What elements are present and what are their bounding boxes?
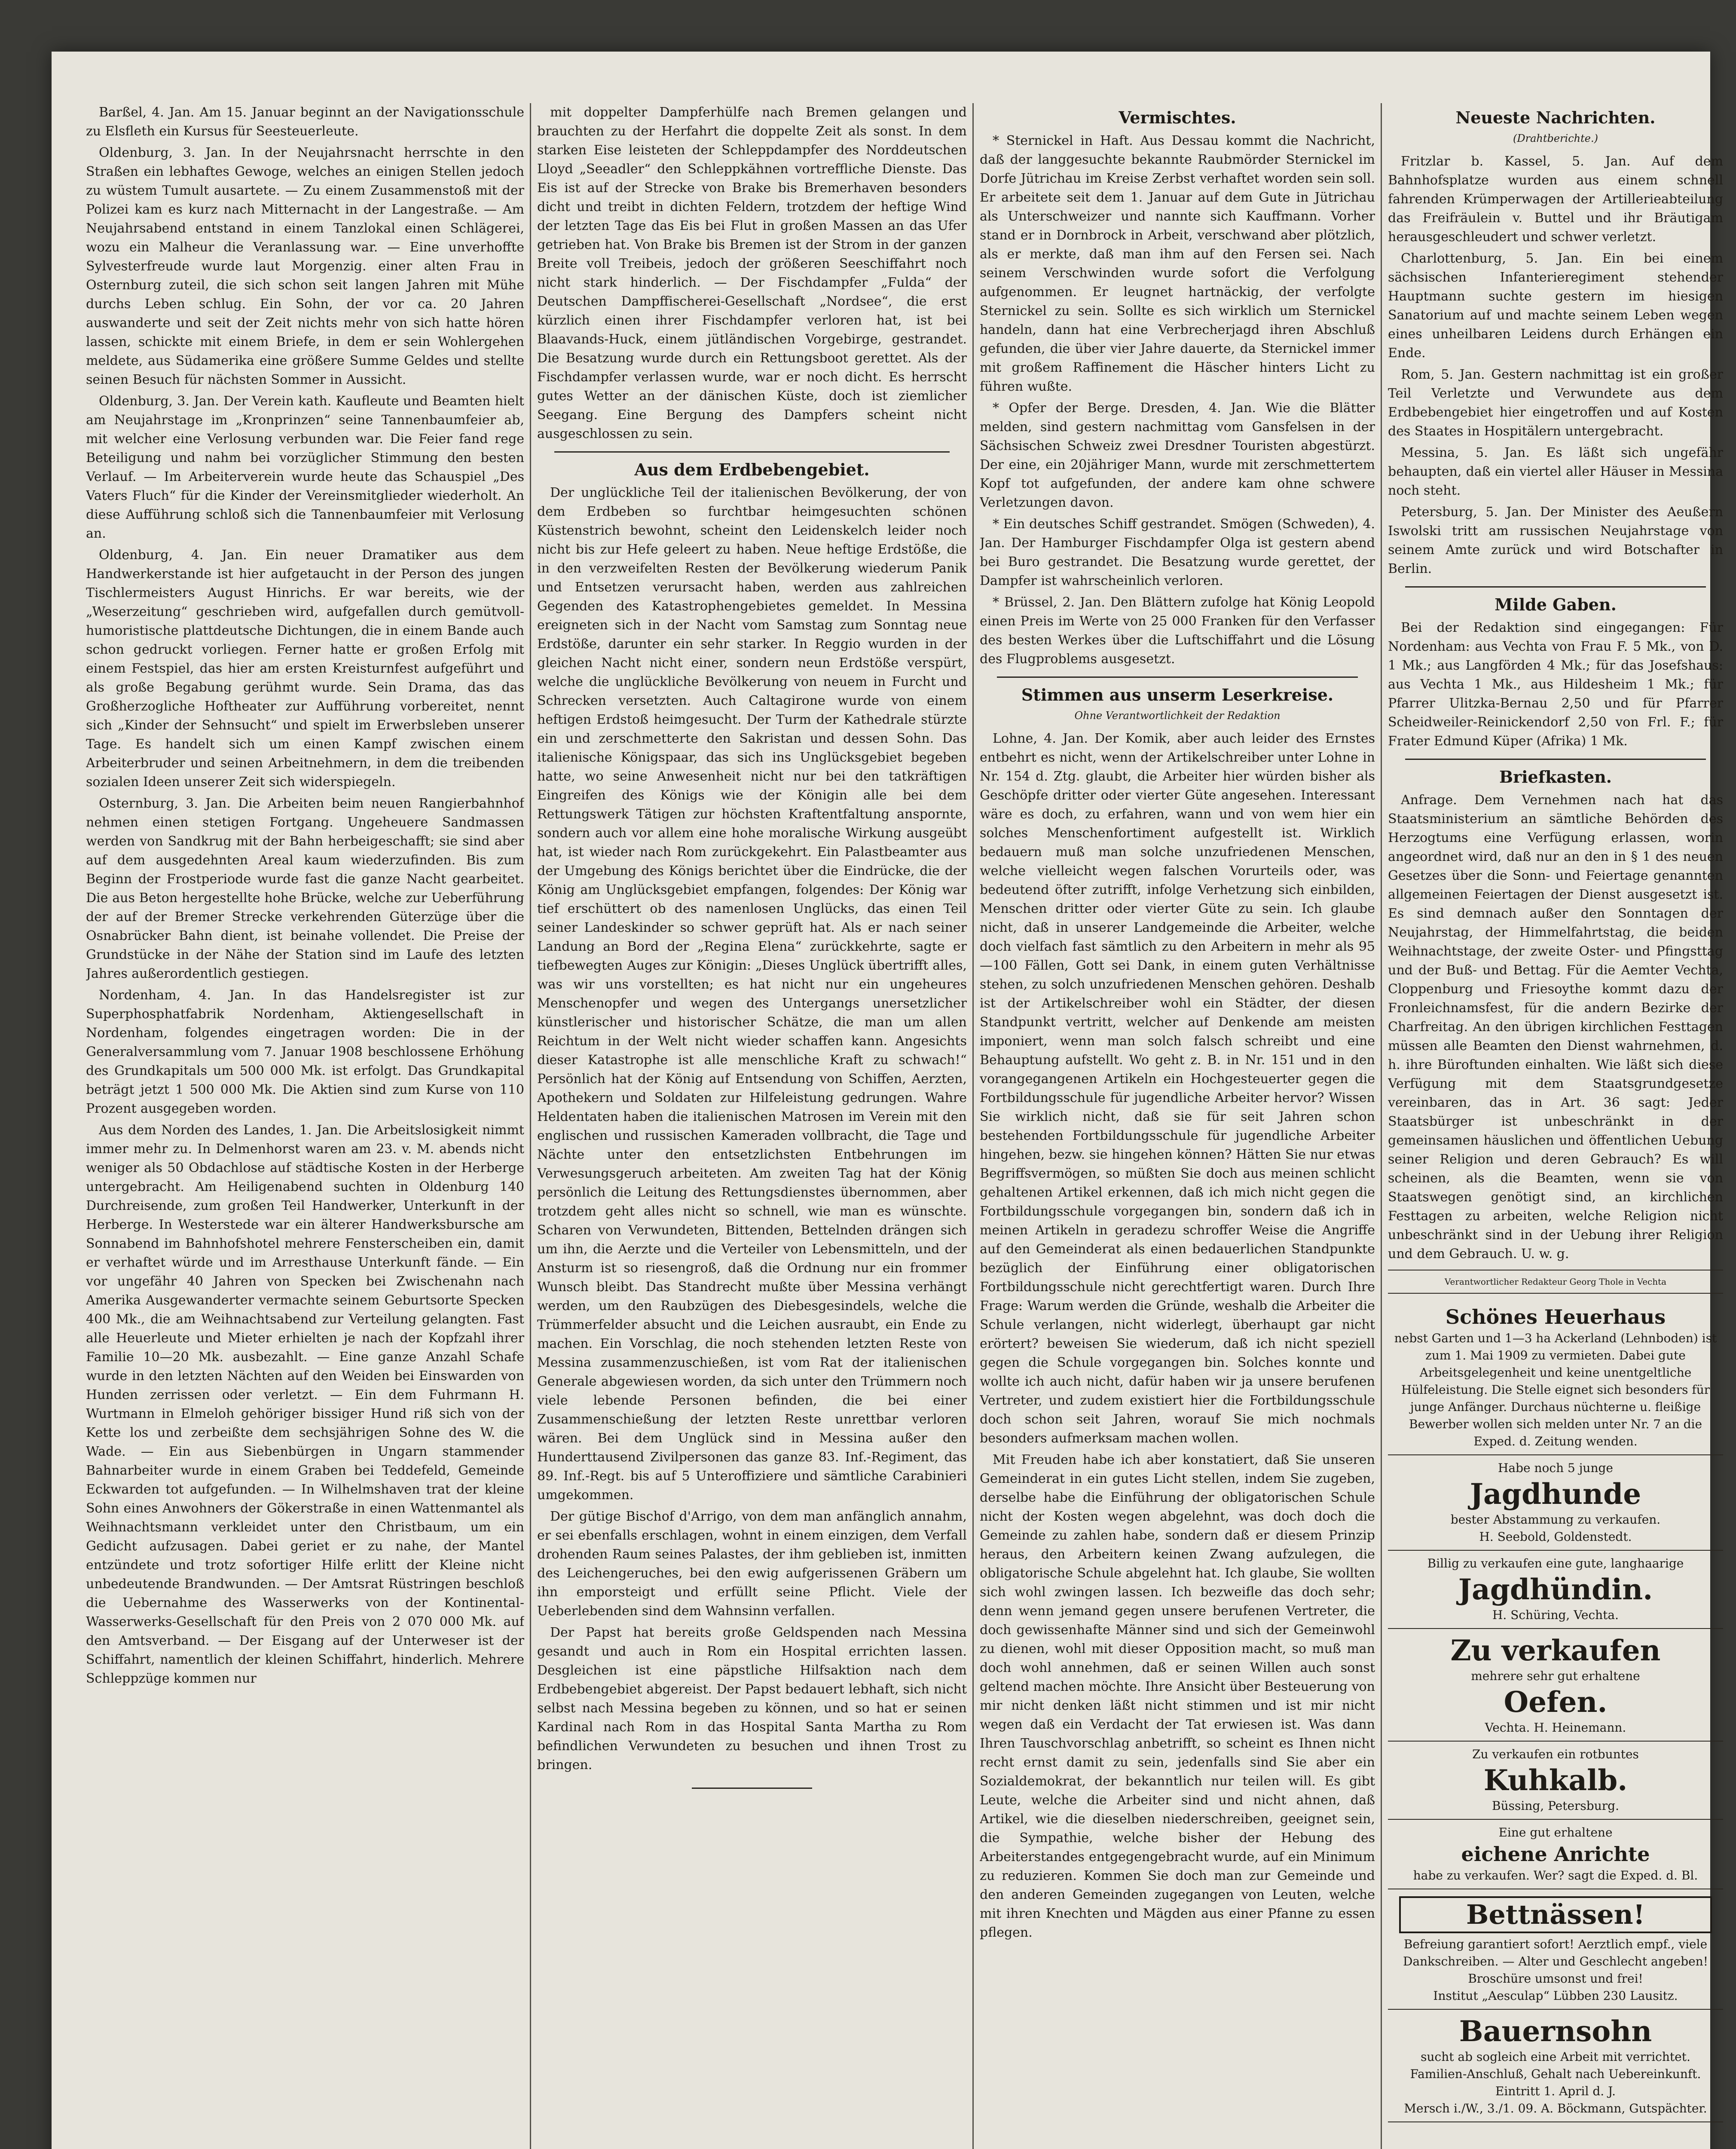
ad-body: bester Abstammung zu verkaufen. <box>1450 1512 1661 1527</box>
newspaper-page <box>52 52 1723 2149</box>
article-oldenburg-verein: Oldenburg, 3. Jan. Der Verein kath. Kaufleute und Beamten hielt am Neujahrstage im „Kronprinzen“ seine Tannenbaumfeier ab, mit welcher eine Verlosung verbunden war. Die Feier fand rege Beteiligung und nahm bei vorzüglicher Stimmung den besten Verlauf. — Im Arbeiterverein wurde heute das Schauspiel „Des Vaters Fluch“ für die Kinder der Vereinsmitglieder wiederholt. An diese Aufführung schloß sich die Tannenbaumfeier mit Verlosung an. <box>86 394 524 541</box>
ad-body: mehrere sehr gut erhaltene <box>1471 1669 1640 1683</box>
ad-title: Schönes Heuerhaus <box>1445 1305 1666 1329</box>
column-rule <box>1381 103 1382 2149</box>
news-charlottenburg: Charlottenburg, 5. Jan. Ein bei einem sächsischen Infanterieregiment stehender Hauptmann suchte gestern im hiesigen Sanatorium auf und machte seinem Leben wegen eines unheilbaren Leidens durch Erhängen ein Ende. <box>1388 251 1723 361</box>
column-rule <box>530 103 531 2149</box>
ad-jagdhuendin <box>1388 1551 1723 1629</box>
article-bischof: Der gütige Bischof d'Arrigo, von dem man anfänglich annahm, er sei ebenfalls erschlagen, wohnt in einem einzigen, dem Verfall drohenden Raum seines Palastes, der ihm geblieben ist, inmitten des Leichengeruches, bei den ewig aufgerissenen Gräbern um ihn emporsteigt und erfüllt seine Pflicht. Viele der Ueberlebenden sind dem Wahnsinn verfallen. <box>537 1509 967 1619</box>
article-briefkasten: Anfrage. Dem Vernehmen nach hat das Staatsministerium an sämtliche Behörden des Herzogtums eine Verfügung erlassen, worin angeordnet wird, daß nur an den in § 1 des neuen Gesetzes über die Sonn- und Feiertage genannten allgemeinen Feiertagen der Dienst ausgesetzt ist. Es sind demnach außer den Sonntagen der Neujahrstag, der Himmelfahrtstag, die beiden Weihnachtstage, der zweite Oster- und Pfingsttag und der Buß- und Bettag. Für die Aemter Vechta, Cloppenburg und Friesoythe kommt dazu der Fronleichnamsfest, für die andern Bezirke der Charfreitag. An den übrigen kirchlichen Festtagen müssen alle Beamten den Dienst wahrnehmen, d. h. ihre Büroftunden einhalten. Wie läßt sich diese Verfügung mit dem Staatsgrundgesetze vereinbaren, das in Art. 36 sagt: Jeder Staatsbürger ist unbeschränkt in der gemeinsamen häuslichen und öffentlichen Uebung seiner Religion und deren Gebrauch? Es will scheinen, als die Beamten, wenn sie von Staatswegen genötigt sind, an kirchlichen Festtagen zu arbeiten, welche Religion nicht unbeschränkt sind in der Uebung ihrer Religion und dem Gebrauch. U. w. g. <box>1388 793 1723 1261</box>
end-divider <box>692 1788 812 1789</box>
section-heading-milde-gaben: Milde Gaben. <box>1495 595 1617 614</box>
news-petersburg: Petersburg, 5. Jan. Der Minister des Aeußern Iswolski tritt am russischen Neujahrstage von seinem Amte zurück und wird Botschafter in Berlin. <box>1388 505 1723 576</box>
ad-pre: Habe noch 5 junge <box>1498 1461 1613 1475</box>
article-milde-gaben: Bei der Redaktion sind eingegangen: Für Nordenham: aus Vechta von Frau F. 5 Mk., von D. 1 Mk.; aus Langförden 4 Mk.; für das Josefshaus: aus Vechta 1 Mk., aus Hildesheim 1 Mk.; für Pfarrer Ulitzka-Bernau 2,50 und für Pfarrer Scheidweiler-Reinickendorf 2,50 von Frl. F.; für Frater Edmund Küper (Afrika) 1 Mk. <box>1388 620 1723 749</box>
section-subheading: Ohne Verantwortlichkeit der Redaktion <box>1074 710 1281 722</box>
ad-body: sucht ab sogleich eine Arbeit mit verrichtet. Familien-Anschluß, Gehalt nach Uebereinkunft. Eintritt 1. April d. J. <box>1410 2050 1701 2098</box>
ad-sign: Institut „Aesculap“ Lübben 230 Lausitz. <box>1433 1989 1678 2003</box>
article-schiff-gestrandet: * Ein deutsches Schiff gestrandet. Smögen (Schweden), 4. Jan. Der Hamburger Fischdampfer Olga ist gestern abend bei Buro gestrandet. Die Besatzung wurde gerettet, der Dampfer ist wahrscheinlich verloren. <box>980 517 1375 588</box>
ad-heuerhaus <box>1388 1300 1723 1455</box>
section-heading-neueste: Neueste Nachrichten. <box>1455 108 1656 127</box>
ad-bauernsohn <box>1388 2010 1723 2122</box>
article-lohne: Lohne, 4. Jan. Der Komik, aber auch leider des Ernstes entbehrt es nicht, wenn der Artikelschreiber unter Lohne in Nr. 154 d. Ztg. glaubt, die Arbeiter hier würden bisher als Geschöpfe dritter oder vierter Güte angesehen. Interessant wäre es doch, zu erfahren, wann und von wem hier ein solches Menschenfortiment aufgestellt ist. Wirklich bedauern muß man solche unzufriedenen Menschen, welche vielleicht wegen falschen Vorurteils oder, was bedeutend öfter zutrifft, infolge Verhetzung sich einbilden, Menschen dritter oder vierter Güte zu sein. Ich glaube nicht, daß in unserer Landgemeinde die Arbeiter, welche doch vielfach fast sämtlich zu den Arbeitern in mehr als 95—100 Fällen, Gott sei Dank, in einem guten Verhältnisse stehen, zu solch unzufriedenen Menschen gehören. Deshalb ist der Artikelschreiber wohl ein Städter, der diesen Standpunkt vertritt, welcher auf Denkende am meisten imponiert, wenn man solch falsch schreibt und eine Behauptung aufstellt. Wo geht z. B. in Nr. 151 und in den vorangegangenen Artikeln ein Hochgesteuerter gegen die Fortbildungsschule für jugendliche Arbeiter hervor? Wissen Sie wirklich nicht, daß sie für seit Jahren schon bestehenden Fortbildungsschule für jugendliche Arbeiter hingehen, bezw. sie hingehen können? Hätten Sie nur etwas Begriffsvermögen, so müßten Sie doch aus meinen schlicht gehaltenen Artikel erkennen, daß ich mich nicht gegen die Fortbildungsschule vorgegangen bin, sondern daß ich in meinen Artikeln in geradezu schroffer Weise die Angriffe auf den Gemeinderat als einen bedauerlichen Standpunkte bezüglich der Einführung einer obligatorischen Fortbildungsschule nicht gerechtfertigt waren. Durch Ihre Frage: Warum werden die Gründe, weshalb die Arbeiter die Schule verlangen, nicht widerlegt, überhaupt gar nicht erörtert? beweisen Sie wiederum, daß ich nicht speziell gegen die Schule vorgegangen bin. Solches konnte und wollte ich auch nicht, dafür haben wir ja unsere berufenen Vertreter, und zudem existiert hier die Fortbildungsschule doch schon seit Jahren, worauf Sie mich nochmals besonders aufmerksam machen wollen. <box>980 731 1375 1446</box>
editor-line: Verantwortlicher Redakteur Georg Thole in Vechta <box>1388 1270 1723 1294</box>
column-3 <box>980 103 1375 2149</box>
divider <box>554 451 950 453</box>
article-nordenham: Nordenham, 4. Jan. In das Handelsregister ist zur Superphosphatfabrik Nordenham, Aktiengesellschaft in Nordenham, folgendes eingetragen worden: Die in der Generalversammlung vom 7. Januar 1908 beschlossene Erhöhung des Grundkapitals um 500 000 Mk. ist erfolgt. Das Grundkapital beträgt jetzt 1 500 000 Mk. Die Aktien sind zum Kurse von 110 Prozent ausgegeben worden. <box>86 988 524 1116</box>
article-barssel: Barßel, 4. Jan. Am 15. Januar beginnt an der Navigationsschule zu Elsfleth ein Kursus für Seesteuerleute. <box>86 105 524 139</box>
ad-title: Jagdhündin. <box>1458 1573 1653 1606</box>
section-heading-erdbeben: Aus dem Erdbebengebiet. <box>634 460 870 479</box>
ad-pre: Eine gut erhaltene <box>1498 1825 1613 1840</box>
ad-title-2: Oefen. <box>1504 1685 1608 1719</box>
article-oldenburg-dramatiker: Oldenburg, 4. Jan. Ein neuer Dramatiker aus dem Handwerkerstande ist hier aufgetaucht in der Person des jungen Tischlermeisters August Hinrichs. Er war bereits, wie der „Weserzeitung“ geschrieben wird, aufgefallen durch gemütvoll-humoristische plattdeutsche Dichtungen, die in einem Bande auch schon gedruckt vorliegen. Ferner hatte er großen Erfolg mit einem Festspiel, das hier am ersten Kreisturnfest aufgeführt und als große Begabung gerühmt wurde. Sein Drama, das das Großherzogliche Hoftheater zur Aufführung vorbereitet, nennt sich „Kinder der Sehnsucht“ und spielt im Erwerbsleben unserer Tage. Es handelt sich um einen Kampf zwischen einem Arbeiterbruder und seinen Arbeitnehmern, in dem die treibenden sozialen Ideen unserer Zeit sich widerspiegeln. <box>86 548 524 790</box>
section-subheading: (Drahtberichte.) <box>1513 132 1598 144</box>
ad-title: Bettnässen! <box>1399 1896 1712 1933</box>
ad-sign: H. Seebold, Goldenstedt. <box>1479 1530 1632 1544</box>
article-osternburg: Osternburg, 3. Jan. Die Arbeiten beim neuen Rangierbahnhof nehmen einen stetigen Fortgang. Ungeheuere Sandmassen werden von Sandkrug mit der Bahn herbeigeschafft; sie sind aber auf dem ausgedehnten Areal kaum wiederzufinden. Bis zum Beginn der Frostperiode wurde fast die ganze Nacht gearbeitet. Die aus Beton hergestellte hohe Brücke, welche zur Ueberführung der auf der Bremer Strecke verkehrenden Güterzüge über die Osnabrücker Bahn dient, ist beinahe vollendet. Die Preise der Grundstücke in der Nähe der Station sind im Laufe des letzten Jahres außerordentlich gestiegen. <box>86 796 524 981</box>
section-heading-vermischtes: Vermischtes. <box>1119 108 1236 127</box>
divider <box>1405 759 1706 760</box>
ad-bettnaessen <box>1388 1889 1723 2010</box>
ad-kuhkalb <box>1388 1742 1723 1820</box>
ad-oefen <box>1388 1629 1723 1742</box>
ad-title: Bauernsohn <box>1459 2014 1652 2048</box>
article-papst: Der Papst hat bereits große Geldspenden nach Messina gesandt und auch in Rom ein Hospital errichten lassen. Desgleichen ist eine päpstliche Hilfsaktion nach dem Erdbebengebiet abgereist. Der Papst bedauert lebhaft, sich nicht selbst nach Messina begeben zu können, und so hat er seinen Kardinal nach Rom in das Hospital Santa Martha zu Rom befindlichen Verwundeten zu besuchen und ihnen Trost zu bringen. <box>537 1625 967 1772</box>
ad-body: nebst Garten und 1—3 ha Ackerland (Lehnboden) ist zum 1. Mai 1909 zu vermieten. Dabei gute Arbeitsgelegenheit und keine unentgeltliche Hülfeleistung. Die Stelle eignet sich besonders für junge Anfänger. Durchaus nüchterne u. fleißige Bewerber wollen sich melden unter Nr. 7 an die Exped. d. Zeitung wenden. <box>1394 1331 1717 1448</box>
article-eisgang-cont: mit doppelter Dampferhülfe nach Bremen gelangen und brauchten zu der Herfahrt die doppelte Zeit als sonst. In dem starken Eise leisteten der Schleppdampfer des Norddeutschen Lloyd „Seeadler“ den Schleppkähnen vortreffliche Dienste. Das Eis ist auf der Strecke von Brake bis Bremerhaven besonders dicht und treibt in dichten Feldern, trotzdem der heftige Wind der letzten Tage das Eis bei Flut in großen Massen an das Ufer getrieben hat. Von Brake bis Bremen ist der Strom in der ganzen Breite voll Treibeis, jedoch der größeren Seeschiffahrt noch nicht stark hinderlich. — Der Fischdampfer „Fulda“ der Deutschen Dampffischerei-Gesellschaft „Nordsee“, die erst kürzlich einen ihrer Fischdampfer verloren hat, ist bei Blaavands-Huck, einem jütländischen Vorgebirge, gestrandet. Die Besatzung wurde durch ein Rettungsboot gerettet. Als der Fischdampfer verlassen wurde, war er noch dicht. Es herrscht gutes Wetter an der dänischen Küste, doch ist ziemlicher Seegang. Eine Bergung des Dampfers scheint nicht ausgeschlossen zu sein. <box>537 105 967 441</box>
article-lohne-cont: Mit Freuden habe ich aber konstatiert, daß Sie unseren Gemeinderat in ein gutes Licht stellen, indem Sie zugeben, derselbe habe die Einführung der obligatorischen Schule nicht der Kosten wegen abgelehnt, was doch doch die Gemeinde zu zahlen habe, sondern daß er diesem Prinzip heraus, den Arbeitern keinen Zwang aufzulegen, die obligatorische Schule abgelehnt hat. Ich glaube, Sie wollten sich wohl zwingen lassen. Ich bezweifle das doch sehr; denn wenn jemand gegen unsere berufenen Vertreter, die doch gewissenhafte Männer sind und sich der Gemeinwohl zu dienen, wohl mit dieser Opposition macht, so muß man doch wohl annehmen, daß er seinen Willen auch sonst geltend machen möchte. Ihre Ansicht über Besteuerung von mir nicht denken läßt nicht stimmen und ist mir nicht wegen daß ein Verdacht der Tat erwiesen ist. Was dann Ihren Tauschvorschlag anbetrifft, so scheint es Ihnen nicht recht ernst damit zu sein, jedenfalls sind Sie aber ein Sozialdemokrat, der bekanntlich nur teilen will. Es gibt Leute, welche die Arbeiter sind und nicht ahnen, daß Artikel, wie die dieselben niederschreiben, geeignet sein, die Sympathie, welche bisher der Hebung des Arbeiterstandes entgegengebracht wurde, auf ein Minimum zu reduzieren. Kommen Sie doch man zur Gemeinde und den anderen Gemeinden zugegangen von Leuten, welche mit ihren Knechten und Mägden aus einer Pfanne zu essen pflegen. <box>980 1452 1375 1940</box>
ad-jagdhunde <box>1388 1455 1723 1551</box>
column-4 <box>1388 103 1723 2149</box>
ad-title: Jagdhunde <box>1470 1477 1641 1511</box>
ad-pre: Zu verkaufen ein rotbuntes <box>1472 1747 1639 1761</box>
news-rom: Rom, 5. Jan. Gestern nachmittag ist ein großer Teil Verletzte und Verwundete aus dem Erdbebengebiet hier eingetroffen und auf Kosten des Staates in Hospitälern untergebracht. <box>1388 367 1723 439</box>
ad-anrichte <box>1388 1820 1723 1889</box>
ad-title: Zu verkaufen <box>1450 1634 1661 1667</box>
ad-sign: Vechta. H. Heinemann. <box>1485 1720 1626 1735</box>
article-opfer-der-berge: * Opfer der Berge. Dresden, 4. Jan. Wie die Blätter melden, sind gestern nachmittag vom Gansfelsen in der Sächsischen Schweiz zwei Dresdner Touristen abgestürzt. Der eine, ein 20jähriger Mann, wurde mit zerschmettertem Kopf tot aufgefunden, der andere kam ohne schwere Verletzungen davon. <box>980 401 1375 510</box>
news-messina: Messina, 5. Jan. Es läßt sich ungefähr behaupten, daß ein viertel aller Häuser in Messina noch steht. <box>1388 445 1723 498</box>
ad-title: Kuhkalb. <box>1483 1763 1628 1797</box>
ad-sign: H. Schüring, Vechta. <box>1492 1608 1619 1622</box>
ad-pre: Billig zu verkaufen eine gute, langhaarige <box>1427 1556 1684 1570</box>
advertisements <box>1388 1300 1723 2122</box>
section-heading-leserkreise: Stimmen aus unserm Leserkreise. <box>1021 685 1334 704</box>
ad-sign: Mersch i./W., 3./1. 09. A. Böckmann, Gutspächter. <box>1404 2101 1707 2115</box>
article-sternickel: * Sternickel in Haft. Aus Dessau kommt die Nachricht, daß der langgesuchte bekannte Raubmörder Sternickel im Dorfe Jütrichau im Kreise Zerbst verhaftet worden sein soll. Er arbeitete seit dem 1. Januar auf dem Gute in Jütrichau als Unterschweizer und nannte sich Kauffmann. Vorher stand er in Dornbrock in Arbeit, verschwand aber plötzlich, als er merkte, daß man ihm auf den Fersen sei. Nach seinem Verschwinden wurde sofort die Verfolgung aufgenommen. Er leugnet hartnäckig, der verfolgte Sternickel zu sein. Sollte es sich wirklich um Sternickel handeln, dann hat eine Verbrecherjagd ihren Abschluß gefunden, die über vier Jahre dauerte, da Sternickel immer mit großem Raffinement die Häscher hinters Licht zu führen wußte. <box>980 133 1375 394</box>
divider <box>1405 586 1706 588</box>
article-bruessel: * Brüssel, 2. Jan. Den Blättern zufolge hat König Leopold einen Preis im Werte von 25 000 Franken für den Verfasser des besten Werkes über die Luftschiffahrt und die Lösung des Flugproblems ausgesetzt. <box>980 595 1375 667</box>
ad-body: habe zu verkaufen. Wer? sagt die Exped. d. Bl. <box>1413 1868 1698 1883</box>
article-erdbeben: Der unglückliche Teil der italienischen Bevölkerung, der von dem Erdbeben so furchtbar heimgesuchten schönen Küstenstrich bewohnt, scheint den Leidenskelch leider noch nicht bis zur Hefe geleert zu haben. Neue heftige Erdstöße, die in den verzweifelten Resten der Bevölkerung wiederum Panik und Entsetzen verursacht haben, werden aus zahlreichen Gegenden des Katastrophengebietes gemeldet. In Messina ereigneten sich in der Nacht vom Samstag zum Sonntag neue Erdstöße, darunter ein sehr starker. In Reggio wurden in der gleichen Nacht nicht einer, sondern neun Erdstöße verspürt, welche die unglückliche Bevölkerung von neuem in Furcht und Schrecken versetzten. Auch Caltagirone wurde von einem heftigen Erdstoß heimgesucht. Der Turm der Kathedrale stürzte ein und zerschmetterte den Sakristan und dessen Sohn. Das italienische Königspaar, das sich ins Unglücksgebiet begeben hatte, wo seine Anwesenheit nicht nur bei den tatkräftigen Eingreifen des Königs wie der Königin alle bei dem Rettungswerk Tätigen zur höchsten Kraftentfaltung anspornte, sondern auch vor allem eine hohe moralische Wirkung ausgeübt hat, ist wieder nach Rom zurückgekehrt. Ein Palastbeamter aus der Umgebung des Königs berichtet über die Eindrücke, die der König am Unglücksgebiet empfangen, folgendes: Der König war tief erschüttert ob des namenlosen Unglücks, das einen Teil seiner Landeskinder so schwer geprüft hat. Als er nach seiner Landung an Bord der „Regina Elena“ zurückkehrte, sagte er tiefbewegten Auges zur Königin: „Dieses Unglück übertrifft alles, was wir uns vorstellten; es hat nicht nur ein ungeheures Menschenopfer und wegen des Untergangs unersetzlicher künstlerischer und historischer Schätze, die man um allen Reichtum in der Welt nicht wieder schaffen kann. Angesichts dieser Katastrophe ist alle menschliche Kraft zu schwach!“ Persönlich hat der König auf Entsendung von Schiffen, Aerzten, Apothekern und Soldaten zur Hilfeleistung gedrungen. Wahre Heldentaten haben die italienischen Matrosen im Verein mit den englischen und russischen Kameraden vollbracht, die Tage und Nächte unter den entsetzlichsten Entbehrungen im Verwesungsgeruch arbeiteten. Am zweiten Tag hat der König persönlich die Leitung des Rettungsdienstes übernommen, aber trotzdem geht alles nicht so schnell, wie man es wünschte. Scharen von Verwundeten, Bittenden, Bettelnden drängen sich um ihn, die Aerzte und die Verteiler von Lebensmitteln, und der Ansturm ist so riesengroß, daß die Ordnung nur ein frommer Wunsch bleibt. Das Standrecht mußte über Messina verhängt werden, um den Raubzügen des Diebesgesindels, welche die Trümmerfelder absucht und die Leichen ausraubt, ein Ende zu machen. Ein Vorschlag, die noch stehenden letzten Reste von Messina zusammenzuschießen, ist vom Rat der italienischen Generale abgewiesen worden, da sich unter den Trümmern noch viele lebende Personen befinden, die bei einer Zusammenschießung der letzten Reste unrettbar verloren wären. Bei dem Unglück sind in Messina außer den Hunderttausend Zivilpersonen das ganze 83. Inf.-Regiment, das 89. Inf.-Regt. bis auf 5 Unteroffiziere und sämtliche Carabinieri umgekommen. <box>537 485 967 1503</box>
ad-body: Befreiung garantiert sofort! Aerztlich empf., viele Dankschreiben. — Alter und Geschlecht angeben! Broschüre umsonst und frei! <box>1403 1937 1708 1986</box>
news-fritzlar: Fritzlar b. Kassel, 5. Jan. Auf dem Bahnhofsplatze wurden aus einem schnell fahrenden Krümperwagen der Artillerieabteilung das Freifräulein v. Buttel und ihr Bräutigam herausgeschleudert und schwer verletzt. <box>1388 154 1723 245</box>
column-1 <box>86 103 524 2149</box>
article-oldenburg-neujahr: Oldenburg, 3. Jan. In der Neujahrsnacht herrschte in den Straßen ein lebhaftes Gewoge, welches an einigen Stellen jedoch zu wüstem Tumult ausartete. — Zu einem Zusammenstoß mit der Polizei kam es kurz nach Mitternacht in der Langestraße. — Am Neujahrsabend entstand in einem Tanzlokal einen Schlägerei, wozu ein Malheur die Veranlassung war. — Eine unverhoffte Sylvesterfreude wurde laut Morgenzig. einer alten Frau in Osternburg zuteil, die sich schon seit langen Jahren mit Mühe durchs Leben schlug. Ein Sohn, der vor ca. 20 Jahren auswanderte und seit der Zeit nichts mehr von sich hatte hören lassen, schickte mit einem Briefe, in dem er sein Wohlergehen meldete, aus Südamerika eine größere Summe Geldes und stellte seinen Besuch für nächsten Sommer in Aussicht. <box>86 145 524 387</box>
article-norden-des-landes: Aus dem Norden des Landes, 1. Jan. Die Arbeitslosigkeit nimmt immer mehr zu. In Delmenhorst waren am 23. v. M. abends nicht weniger als 50 Obdachlose auf städtische Kosten in der Herberge untergebracht. Am Heiligenabend suchten in Oldenburg 140 Durchreisende, zum großen Teil Handwerker, Unterkunft in der Herberge. In Westerstede war ein älterer Handwerksbursche am Sonnabend im Bahnhofshotel mehrere Fensterscheiben ein, damit er verhaftet würde und im Arresthause Unterkunft fände. — Ein vor ungefähr 40 Jahren von Specken bei Zwischenahn nach Amerika Ausgewanderter vermachte seinem Geburtsorte Specken 400 Mk., die am Weihnachtsabend zur Verteilung gelangten. Fast alle Heuerleute und Mieter erhielten je nach der Kopfzahl ihrer Familie 10—20 Mk. ausbezahlt. — Eine ganze Anzahl Schafe wurde in den letzten Nächten auf den Weiden bei Einswarden von Hunden zerrissen oder verletzt. — Ein dem Fuhrmann H. Wurtmann in Elmeloh gehöriger bissiger Hund riß sich von der Kette los und zerbeißte dem sechsjährigen Sohne des W. die Wade. — Ein aus Siebenbürgen in Ungarn stammender Bahnarbeiter wurde in einem Graben bei Teddefeld, Gemeinde Eckwarden tot aufgefunden. — In Wilhelmshaven trat der kleine Sohn eines Anwohners der Gökerstraße in einen Wattenmantel als Weihnachtsmann verkleidet unter den Christbaum, um ein Gedicht aufzusagen. Dabei geriet er zu nahe, der Mantel entzündete und trotz sofortiger Hilfe erlitt der Kleine nicht unbedeutende Brandwunden. — Der Amtsrat Rüstringen beschloß die Uebernahme des Wasserwerks von der Kontinental-Wasserwerks-Gesellschaft für den Preis von 2 070 000 Mk. auf den Amtsverband. — Der Eisgang auf der Unterweser ist der Schiffahrt, namentlich der kleinen Schiffahrt, hinderlich. Mehrere Schleppzüge kommen nur <box>86 1123 524 1686</box>
section-heading-briefkasten: Briefkasten. <box>1499 767 1612 787</box>
column-2 <box>537 103 967 2149</box>
divider <box>997 677 1358 678</box>
ad-title: eichene Anrichte <box>1461 1843 1650 1866</box>
ad-sign: Büssing, Petersburg. <box>1492 1799 1619 1813</box>
column-rule <box>972 103 974 2149</box>
